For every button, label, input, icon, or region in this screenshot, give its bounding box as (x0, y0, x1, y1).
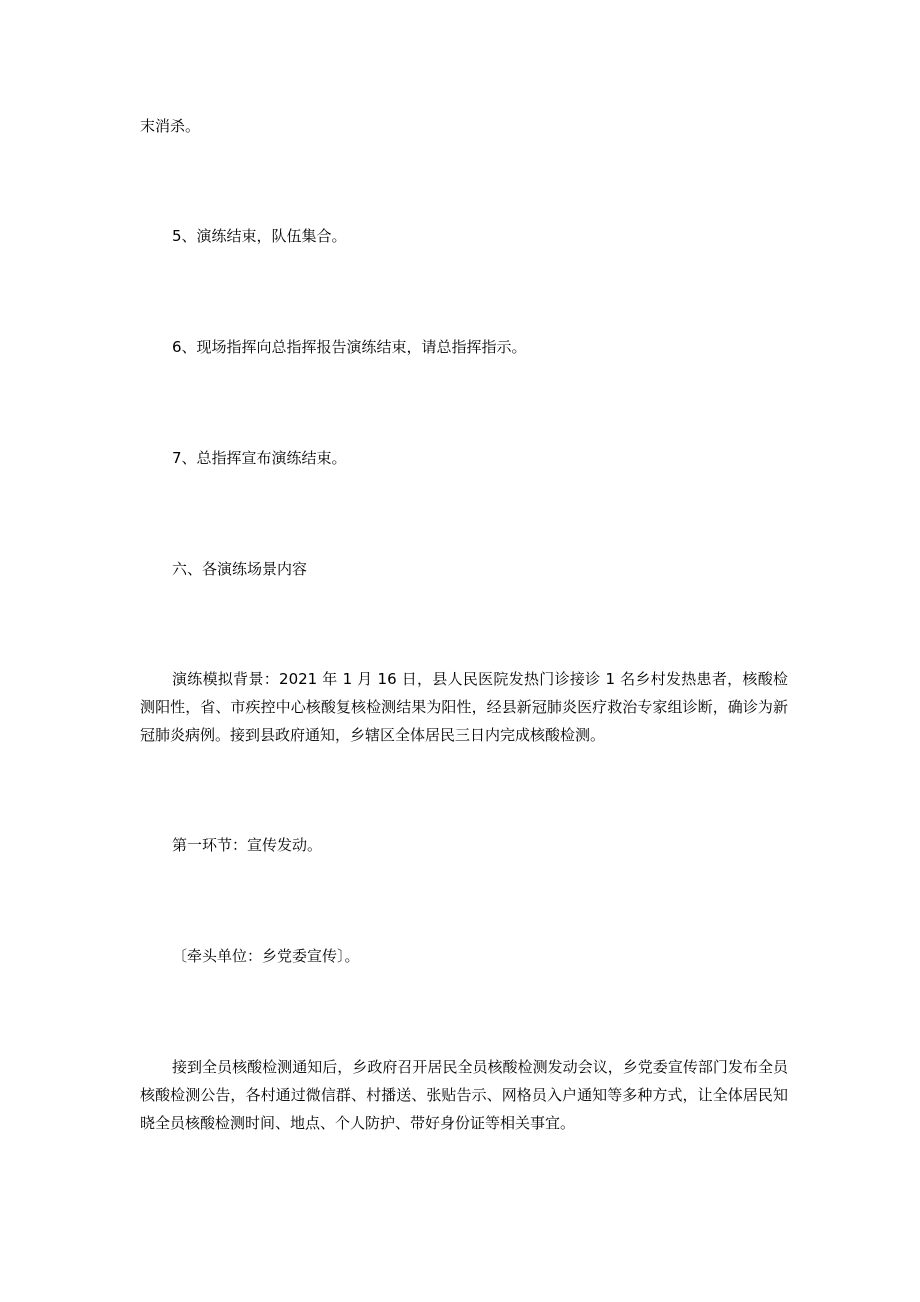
step-7: 7、总指挥宣布演练结束。 (172, 449, 347, 467)
text-line-continuation: 末消杀。 (140, 117, 201, 135)
stage-1-heading: 第一环节：宣传发动。 (172, 836, 323, 854)
section-heading-6: 六、各演练场景内容 (172, 560, 308, 578)
step-6: 6、现场指挥向总指挥报告演练结束，请总指挥指示。 (172, 338, 527, 356)
stage-1-paragraph: 接到全员核酸检测通知后，乡政府召开居民全员核酸检测发动会议，乡党委宣传部门发布全员核酸检测公告，各村通过微信群、村播送、张贴告示、网格员入户通知等多种方式，让全体居民知晓全员核酸检测时间、地点、个人防护、带好身份证等相关事宜。 (140, 1058, 788, 1132)
step-5: 5、演练结束，队伍集合。 (172, 227, 347, 245)
drill-background-paragraph: 演练模拟背景：2021 年 1 月 16 日，县人民医院发热门诊接诊 1 名乡村发热患者，核酸检测阳性，省、市疾控中心核酸复核检测结果为阳性，经县新冠肺炎医疗救治专家组诊断，确诊为新冠肺炎病例。接到县政府通知，乡辖区全体居民三日内完成核酸检测。 (140, 670, 788, 744)
lead-unit-note: 〔牵头单位：乡党委宣传〕。 (172, 947, 360, 965)
